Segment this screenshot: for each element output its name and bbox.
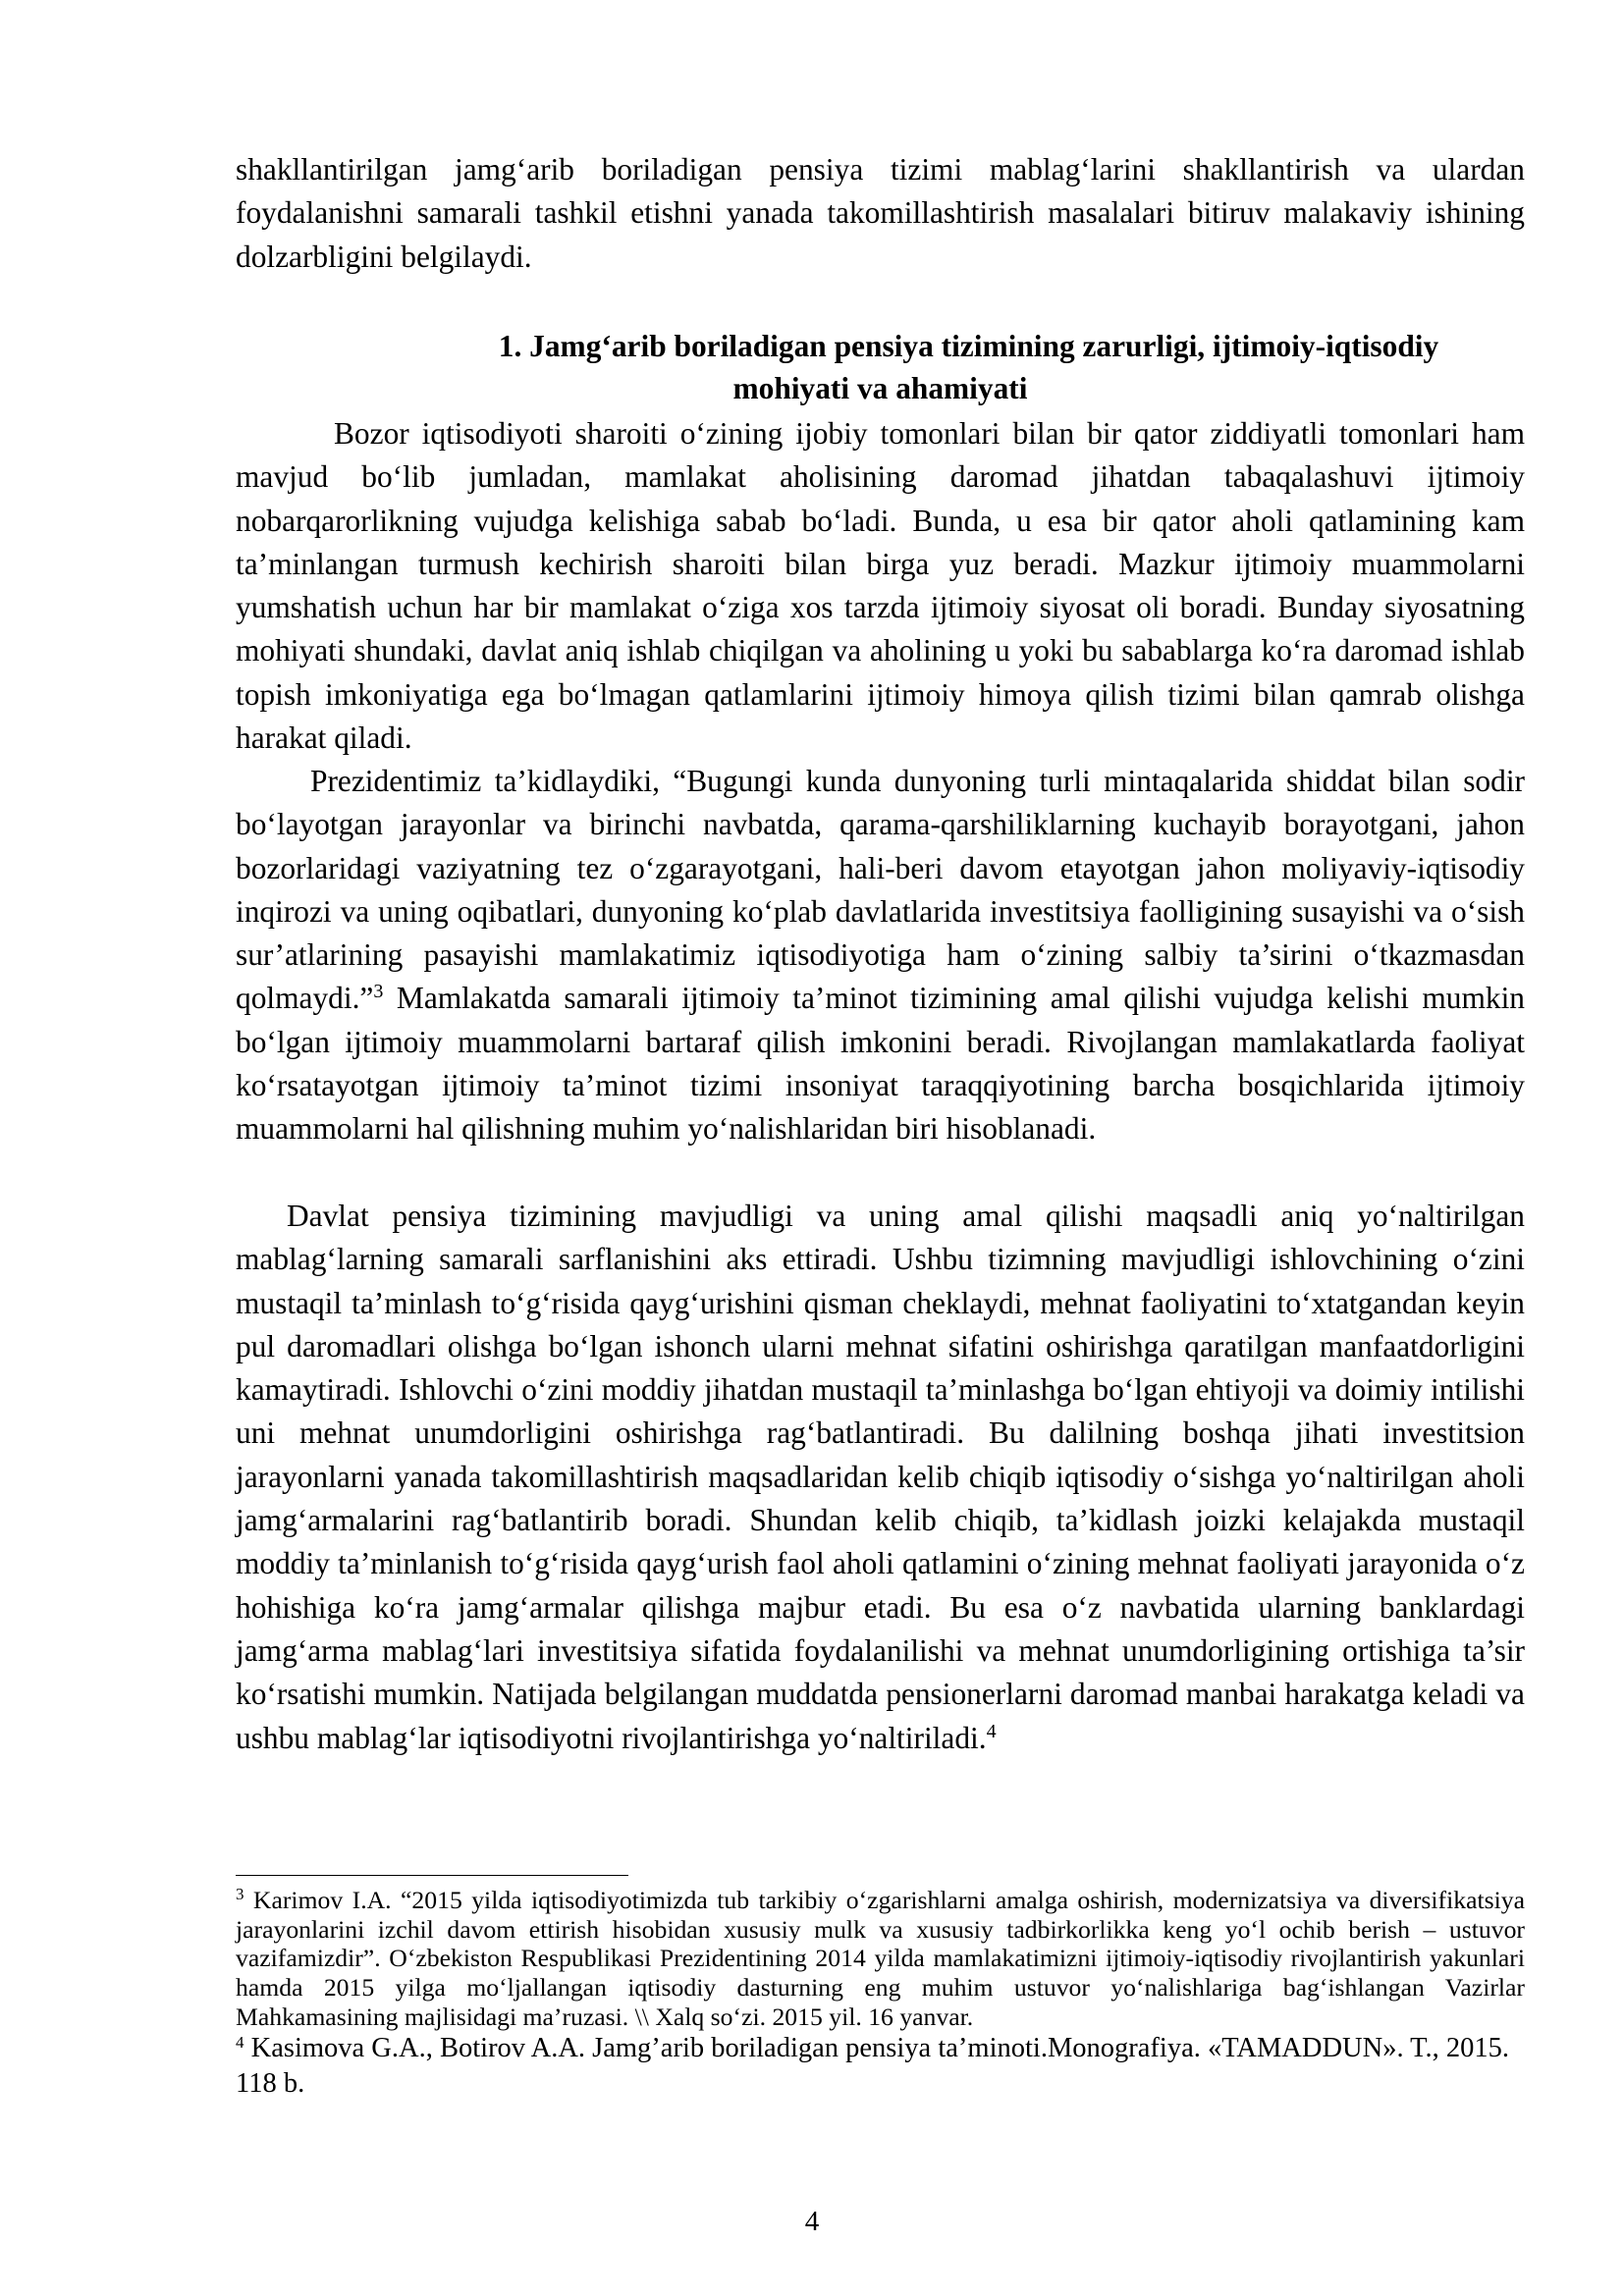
paragraph-2-quote: Prezidentimiz ta’kidlaydiki, “Bugungi kunda dunyoning turli mintaqalarida shiddat bilan sodir bo‘layotgan jarayonlar va birinchi navbatda, qarama-qarshiliklarning kuchayib borayotgani, jahon bozorlaridagi vaziyatning tez o‘zgarayotgani, hali-beri davom etayotgan jahon moliyaviy-iqtisodiy inqirozi va uning oqibatlari, dunyoning ko‘plab davlatlarida investitsiya faolligining susayishi va o‘sish sur’atlarining pasayishi mamlakatimiz iqtisodiyotiga ham o‘zining salbiy ta’sirini o‘tkazmasdan qolmaydi.” xyxy=(236,764,1525,1016)
paragraph-2 xyxy=(236,760,1525,1151)
footnote-divider xyxy=(236,1875,628,1876)
paragraph-2-rest: Mamlakatda samarali ijtimoiy ta’minot tizimining amal qilishi vujudga kelishi mumkin bo‘lgan ijtimoiy muammolarni bartaraf qilish imkonini beradi. Rivojlangan mamlakatlarda faoliyat ko‘rsatayotgan ijtimoiy ta’minot tizimi insoniyat taraqqiyotining barcha bosqichlarida ijtimoiy muammolarni hal qilishning muhim yo‘nalishlaridan biri hisoblanadi. xyxy=(236,981,1525,1147)
paragraph-1: Bozor iqtisodiyoti sharoiti o‘zining ijobiy tomonlari bilan bir qator ziddiyatli tomonlari ham mavjud bo‘lib jumladan, mamlakat aholisining daromad jihatdan tabaqalashuvi ijtimoiy nobarqarorlikning vujudga kelishiga sabab bo‘ladi. Bunda, u esa bir qator aholi qatlamining kam ta’minlangan turmush kechirish sharoiti bilan birga yuz beradi. Mazkur ijtimoiy muammolarni yumshatish uchun har bir mamlakat o‘ziga xos tarzda ijtimoiy siyosat oli boradi. Bunday siyosatning mohiyati shundaki, davlat aniq ishlab chiqilgan va aholining u yoki bu sabablarga ko‘ra daromad ishlab topish imkoniyatiga ega bo‘lmagan qatlamlarini ijtimoiy himoya qilish tizimi bilan qamrab olishga harakat qiladi. xyxy=(236,416,1525,756)
intro-paragraph: shakllantirilgan jamg‘arib boriladigan pensiya tizimi mablag‘larini shakllantirish va ulardan foydalanishni samarali tashkil etishni yanada takomillashtirish masalalari bitiruv malakaviy ishining dolzarbligini belgilaydi. xyxy=(236,152,1525,274)
paragraph-3 xyxy=(236,1195,1525,1760)
footnote-3 xyxy=(236,1886,1525,2032)
footnote-ref-3[interactable]: 3 xyxy=(373,981,384,1003)
footnote-4 xyxy=(236,2031,1525,2102)
footnote-4-number: 4 xyxy=(236,2033,244,2052)
footnote-3-text: Karimov I.A. “2015 yilda iqtisodiyotimizda tub tarkibiy o‘zgarishlarni amalga oshirish, modernizatsiya va diversifikatsiya jarayonlarini izchil davom ettirish hisobidan xususiy mulk va xususiy tadbirkorlikka keng yo‘l ochib berish – ustuvor vazifamizdir”. O‘zbekiston Respublikasi Prezidentining 2014 yilda mamlakatimizni ijtimoiy-iqtisodiy rivojlantirish yakunlari hamda 2015 yilga mo‘ljallangan iqtisodiy dasturning eng muhim ustuvor yo‘nalishlariga bag‘ishlangan Vazirlar Mahkamasining majlisidagi ma’ruzasi. \\ Xalq so‘zi. 2015 yil. 16 yanvar. xyxy=(236,1886,1525,2031)
footnote-3-number: 3 xyxy=(236,1885,244,1903)
footnote-ref-4[interactable]: 4 xyxy=(986,1720,997,1742)
section-heading-line-2: mohiyati va ahamiyati xyxy=(732,371,1028,405)
section-heading xyxy=(236,325,1525,409)
page-number: 4 xyxy=(804,2206,820,2237)
paragraph-3-text: Davlat pensiya tizimining mavjudligi va uning amal qilishi maqsadli aniq yo‘naltirilgan mablag‘larning samarali sarflanishini aks ettiradi. Ushbu tizimning mavjudligi ishlovchining o‘zini mustaqil ta’minlash to‘g‘risida qayg‘urishini qisman cheklaydi, mehnat faoliyatini to‘xtatgandan keyin pul daromadlari olishga bo‘lgan ishonch ularni mehnat sifatini oshirishga qaratilgan manfaatdorligini kamaytiradi. Ishlovchi o‘zini moddiy jihatdan mustaqil ta’minlashga bo‘lgan ehtiyoji va doimiy intilishi uni mehnat unumdorligini oshirishga rag‘batlantiradi. Bu dalilning boshqa jihati investitsion jarayonlarni yanada takomillashtirish maqsadlaridan kelib chiqib iqtisodiy o‘sishga yo‘naltirilgan aholi jamg‘armalarini rag‘batlantirib boradi. Shundan kelib chiqib, ta’kidlash joizki kelajakda mustaqil moddiy ta’minlanish to‘g‘risida qayg‘urish faol aholi qatlamini o‘zining mehnat faoliyati jarayonida o‘z hohishiga ko‘ra jamg‘armalar qilishga majbur etadi. Bu esa o‘z navbatida ularning banklardagi jamg‘arma mablag‘lari investitsiya sifatida foydalanilishi va mehnat unumdorligining ortishiga ta’sir ko‘rsatishi mumkin. Natijada belgilangan muddatda pensionerlarni daromad manbai harakatga keladi va ushbu mablag‘lar iqtisodiyotni rivojlantirishga yo‘naltiriladi. xyxy=(236,1199,1525,1755)
section-heading-line-1: 1. Jamg‘arib boriladigan pensiya tizimining zarurligi, ijtimoiy-iqtisodiy xyxy=(498,329,1439,363)
footnote-4-text: Kasimova G.A., Botirov A.A. Jamg’arib boriladigan pensiya ta’minoti.Monografiya. «TAMADDUN». T., 2015. 118 b. xyxy=(236,2033,1509,2099)
